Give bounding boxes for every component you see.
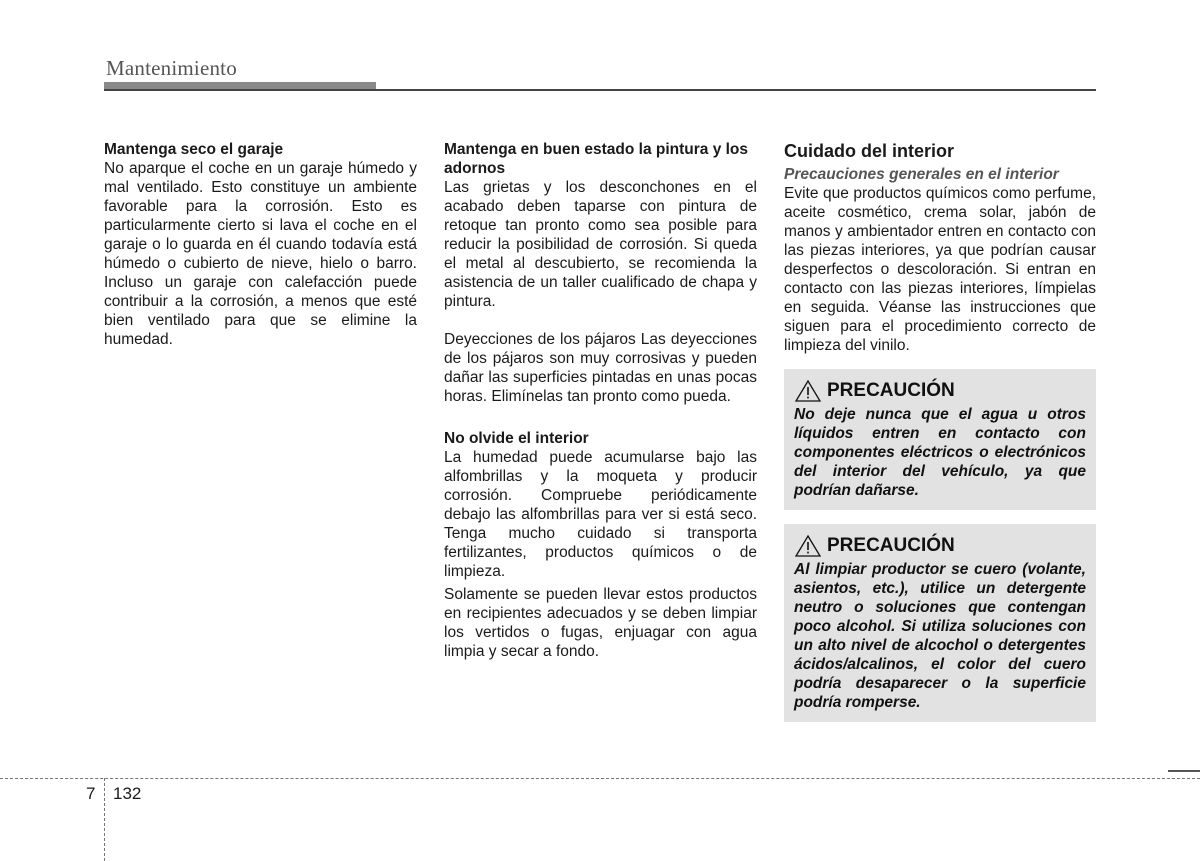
garage-heading: Mantenga seco el garaje bbox=[104, 141, 284, 158]
caution-title: PRECAUCIÓN bbox=[827, 535, 955, 556]
header-rule bbox=[104, 89, 1096, 91]
bird-droppings-paragraph: Deyecciones de los pájaros Las deyecciones de los pájaros son muy corrosivas y pueden dañar las superficies pintadas en unas pocas horas. Elimínelas tan pronto como pueda. bbox=[444, 331, 757, 405]
interior-heading: No olvide el interior bbox=[444, 430, 589, 447]
column-right bbox=[784, 140, 1096, 722]
caution-text: Al limpiar productor se cuero (volante, asientos, etc.), utilice un detergente neutro o soluciones que contengan poco alcohol. Si utiliza soluciones con un alto nivel de alcochol o detergentes ácidos/alcalinos, el color del cuero podría desaparecer o la superficie podría romperse. bbox=[794, 561, 1086, 711]
general-precautions-subheading: Precauciones generales en el interior bbox=[784, 166, 1059, 183]
paint-heading: Mantenga en buen estado la pintura y los adornos bbox=[444, 141, 749, 177]
footer-margin-line bbox=[104, 778, 105, 861]
general-precautions-paragraph: Evite que productos químicos como perfume, aceite cosmético, crema solar, jabón de manos y ambientador entren en contacto con las piezas interiores, ya que podrían causar desperfectos o descoloración. Si entran en contacto con las piezas interiores, límpielas en seguida. Véanse las instrucciones que siguen para el procedimiento correcto de limpieza del vinilo. bbox=[784, 185, 1096, 354]
interior-paragraph: La humedad puede acumularse bajo las alfombrillas y la moqueta y producir corrosión. Compruebe periódicamente debajo las alfombrillas para ver si está seco. Tenga mucho cuidado si transporta fertilizantes, productos químicos o de limpieza. bbox=[444, 449, 757, 580]
caution-box-electrical bbox=[784, 369, 1096, 510]
garage-paragraph: No aparque el coche en un garaje húmedo y mal ventilado. Esto constituye un ambiente favorable para la corrosión. Esto es particularmente cierto si lava el coche en el garaje o lo guarda en él cuando todavía está húmedo o cubierto de nieve, hielo o barro. Incluso un garaje con calefacción puede contribuir a la corrosión, a menos que esté bien ventilado para que se elimine la humedad. bbox=[104, 160, 417, 348]
caution-box-leather bbox=[784, 524, 1096, 722]
transport-paragraph: Solamente se pueden llevar estos productos en recipientes adecuados y se deben limpiar los vertidos o fugas, enjuagar con agua limpia y secar a fondo. bbox=[444, 586, 757, 660]
interior-care-heading: Cuidado del interior bbox=[784, 141, 955, 161]
warning-triangle-icon bbox=[794, 534, 822, 558]
footer-tick bbox=[1168, 770, 1200, 772]
page-number: 132 bbox=[113, 784, 142, 803]
warning-triangle-icon bbox=[794, 379, 822, 403]
column-left bbox=[104, 140, 417, 349]
column-middle bbox=[444, 140, 757, 661]
caution-text: No deje nunca que el agua u otros líquidos entren en contacto con componentes eléctricos o electrónicos del interior del vehículo, ya que podrían dañarse. bbox=[794, 406, 1086, 499]
paint-paragraph: Las grietas y los desconchones en el acabado deben taparse con pintura de retoque tan pronto como sea posible para reducir la posibilidad de corrosión. Si queda el metal al descubierto, se recomienda la asistencia de un taller cualificado de chapa y pintura. bbox=[444, 179, 757, 310]
footer-divider bbox=[0, 778, 1200, 779]
section-title: Mantenimiento bbox=[106, 56, 237, 80]
caution-title: PRECAUCIÓN bbox=[827, 380, 955, 401]
chapter-number: 7 bbox=[86, 784, 96, 803]
